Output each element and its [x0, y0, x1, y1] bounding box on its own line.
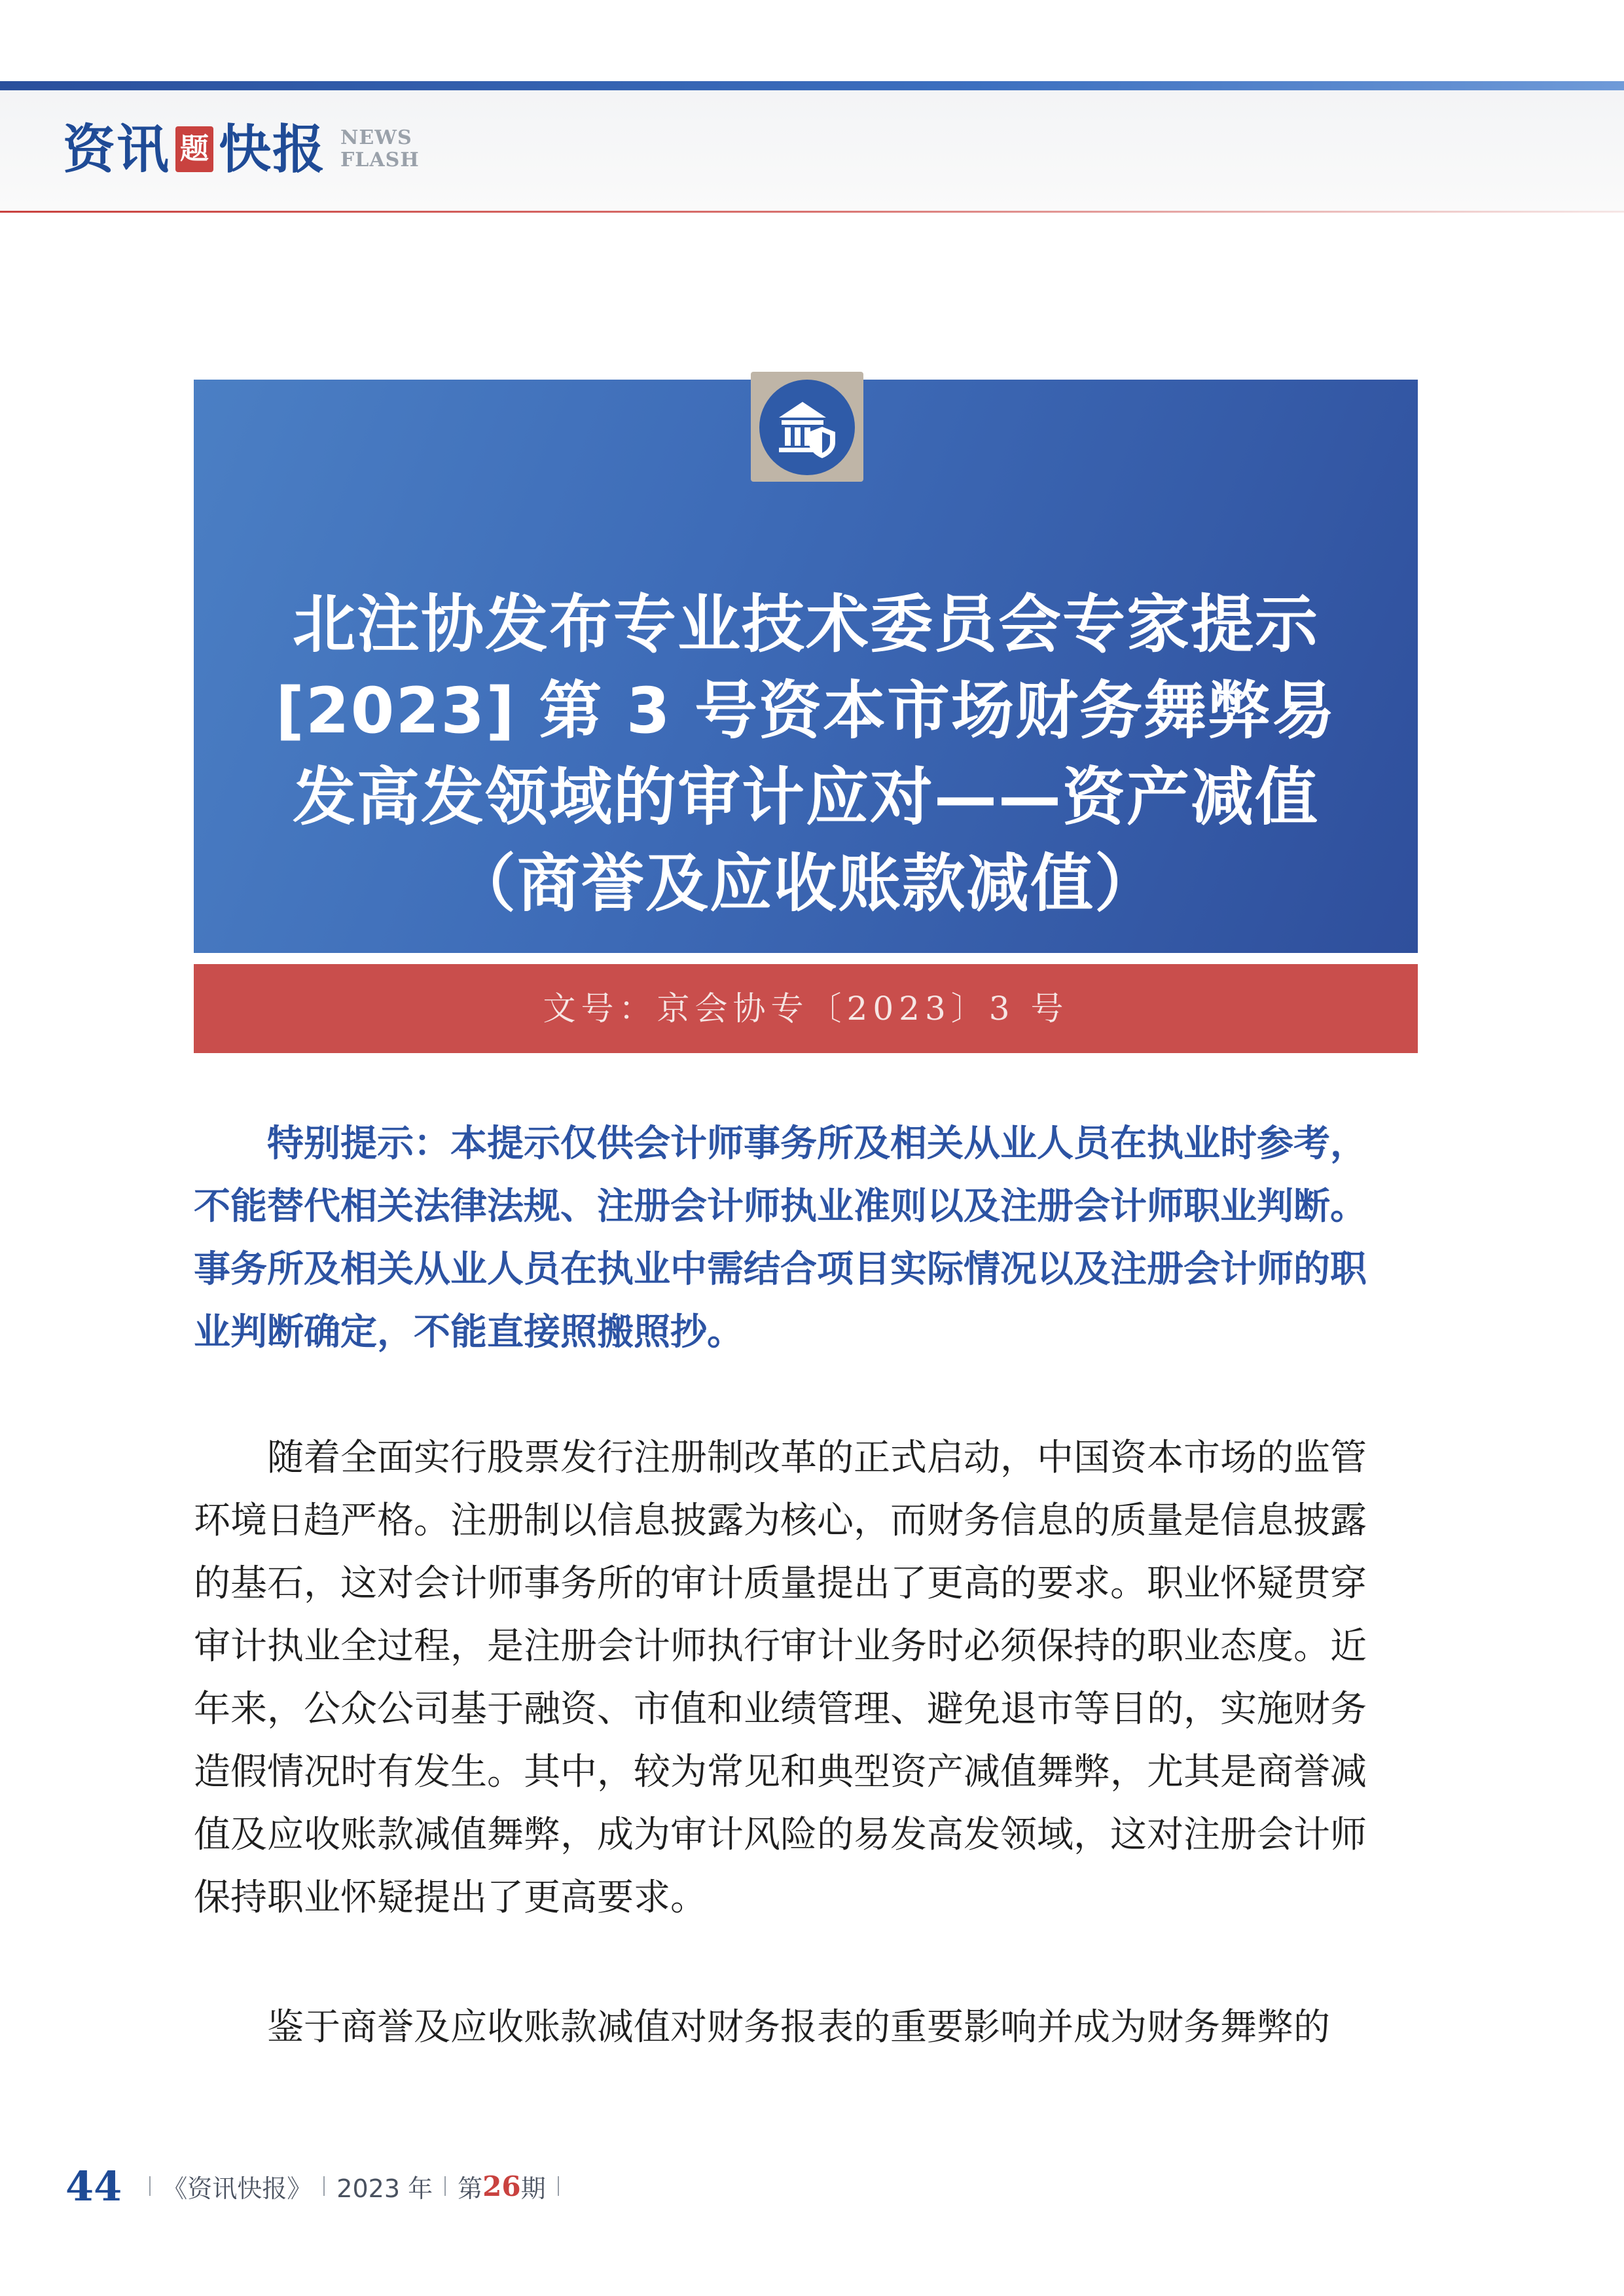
masthead-english	[340, 127, 420, 171]
page-footer	[65, 2160, 571, 2212]
special-notice	[194, 1113, 1418, 1364]
masthead-title-part2: 快报	[219, 118, 326, 180]
publication-year: 2023 年	[336, 2174, 433, 2203]
title-line: 北注协发布专业技术委员会专家提示	[293, 588, 1319, 661]
notice-line: 事务所及相关从业人员在执业中需结合项目实际情况以及注册会计师的职	[194, 1248, 1367, 1291]
badge-circle	[759, 380, 855, 475]
masthead-english-line1: NEWS	[340, 126, 412, 149]
body-paragraph-2	[194, 1996, 1418, 2059]
bank-shield-icon	[759, 380, 855, 475]
body-line: 的基石，这对会计师事务所的审计质量提出了更高的要求。职业怀疑贯穿	[194, 1562, 1367, 1605]
issue-number: 26	[482, 2170, 521, 2202]
notice-line: 特别提示：本提示仅供会计师事务所及相关从业人员在执业时参考，	[267, 1122, 1367, 1165]
footer-separator	[149, 2176, 151, 2196]
masthead-divider	[0, 211, 1624, 213]
title-line: [2023] 第 3 号资本市场财务舞弊易	[276, 674, 1336, 747]
body-line: 鉴于商誉及应收账款减值对财务报表的重要影响并成为财务舞弊的	[267, 2006, 1330, 2049]
issue-prefix: 第	[458, 2174, 483, 2203]
footer-separator	[323, 2176, 325, 2196]
publication-name: 《资讯快报》	[162, 2174, 312, 2203]
body-line: 环境日趋严格。注册制以信息披露为核心，而财务信息的质量是信息披露	[194, 1499, 1367, 1542]
body-line: 保持职业怀疑提出了更高要求。	[194, 1876, 707, 1919]
footer-separator	[444, 2176, 446, 2196]
masthead-seal-icon: 题	[175, 126, 213, 172]
body-line: 审计执业全过程，是注册会计师执行审计业务时必须保持的职业态度。近	[194, 1625, 1367, 1668]
masthead-english-line2: FLASH	[340, 149, 420, 171]
body-line: 年来，公众公司基于融资、市值和业绩管理、避免退市等目的，实施财务	[194, 1688, 1367, 1731]
footer-separator	[558, 2176, 559, 2196]
body-line: 值及应收账款减值舞弊，成为审计风险的易发高发领域，这对注册会计师	[194, 1814, 1367, 1856]
article-title	[194, 581, 1418, 927]
body-paragraph-1	[194, 1427, 1418, 1929]
body-line: 随着全面实行股票发行注册制改革的正式启动，中国资本市场的监管	[267, 1437, 1367, 1479]
notice-line: 不能替代相关法律法规、注册会计师执业准则以及注册会计师职业判断。	[194, 1185, 1367, 1228]
top-rule	[0, 81, 1624, 90]
masthead-title-part1: 资讯	[63, 118, 170, 180]
notice-line: 业判断确定，不能直接照搬照抄。	[194, 1311, 744, 1354]
title-line: 发高发领域的审计应对——资产减值	[293, 761, 1319, 834]
document-number-strip: 文号：京会协专〔2023〕3 号	[194, 964, 1418, 1053]
title-line: （商誉及应收账款减值）	[453, 847, 1159, 920]
issue-suffix: 期	[520, 2174, 546, 2203]
body-line: 造假情况时有发生。其中，较为常见和典型资产减值舞弊，尤其是商誉减	[194, 1751, 1367, 1793]
masthead	[63, 110, 420, 188]
page-number: 44	[65, 2162, 122, 2210]
